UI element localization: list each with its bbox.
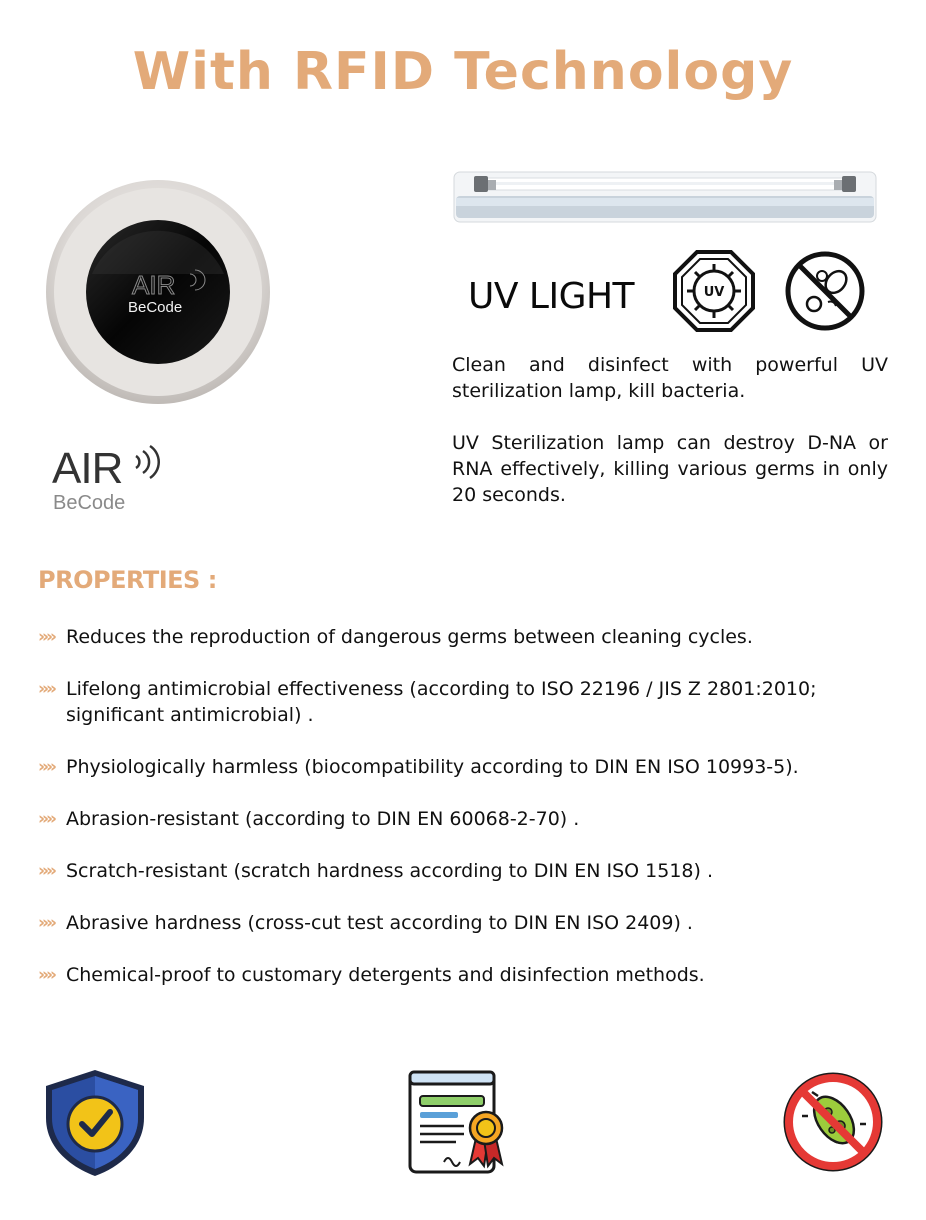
no-germs-icon	[778, 1066, 888, 1178]
device-brand-bottom: BeCode	[128, 299, 183, 316]
bullet-icon: »»	[38, 757, 54, 777]
list-item	[38, 806, 898, 832]
bullet-icon: »»	[38, 627, 54, 647]
uv-octagon-icon	[673, 250, 755, 332]
uv-description-2: UV Sterilization lamp can destroy D-NA or RNA effectively, killing various germs in only 20 seconds.	[452, 432, 888, 506]
logo-becode-text: BeCode	[53, 492, 126, 514]
property-text: Scratch-resistant (scratch hardness according to DIN EN ISO 1518) .	[66, 860, 714, 882]
properties-heading: PROPERTIES :	[38, 566, 217, 594]
shield-check-icon	[40, 1066, 150, 1178]
property-text: Abrasive hardness (cross-cut test according to DIN EN ISO 2409) .	[66, 912, 693, 934]
property-text: Abrasion-resistant (according to DIN EN 60068-2-70) .	[66, 808, 580, 830]
rfid-device-image	[44, 178, 272, 406]
property-text: Chemical-proof to customary detergents and disinfection methods.	[66, 964, 705, 986]
list-item	[38, 624, 898, 650]
air-becode-logo	[50, 440, 170, 520]
device-brand-top: AIR	[132, 270, 176, 300]
certificate-icon	[406, 1066, 516, 1178]
list-item	[38, 962, 898, 988]
property-text: Reduces the reproduction of dangerous germs between cleaning cycles.	[66, 626, 753, 648]
list-item	[38, 858, 898, 884]
bullet-icon: »»	[38, 809, 54, 829]
property-text: Physiologically harmless (biocompatibility according to DIN EN ISO 10993-5).	[66, 756, 799, 778]
list-item	[38, 676, 898, 728]
list-item	[38, 754, 898, 780]
uv-light-label: UV LIGHT	[468, 276, 635, 317]
wireless-waves-icon	[132, 442, 162, 482]
bullet-icon: »»	[38, 679, 54, 699]
property-text: Lifelong antimicrobial effectiveness (according to ISO 22196 / JIS Z 2801:2010; significant antimicrobial) .	[66, 678, 817, 726]
uv-description-1: Clean and disinfect with powerful UV sterilization lamp, kill bacteria.	[452, 354, 888, 402]
uv-icon-text: UV	[703, 285, 725, 300]
bullet-icon: »»	[38, 965, 54, 985]
no-bacteria-icon	[784, 250, 866, 332]
logo-air-text: AIR	[52, 444, 123, 493]
bullet-icon: »»	[38, 913, 54, 933]
bullet-icon: »»	[38, 861, 54, 881]
uv-lamp-image	[452, 168, 878, 226]
page-title: With RFID Technology	[132, 42, 794, 102]
list-item	[38, 910, 898, 936]
properties-list	[38, 624, 898, 988]
